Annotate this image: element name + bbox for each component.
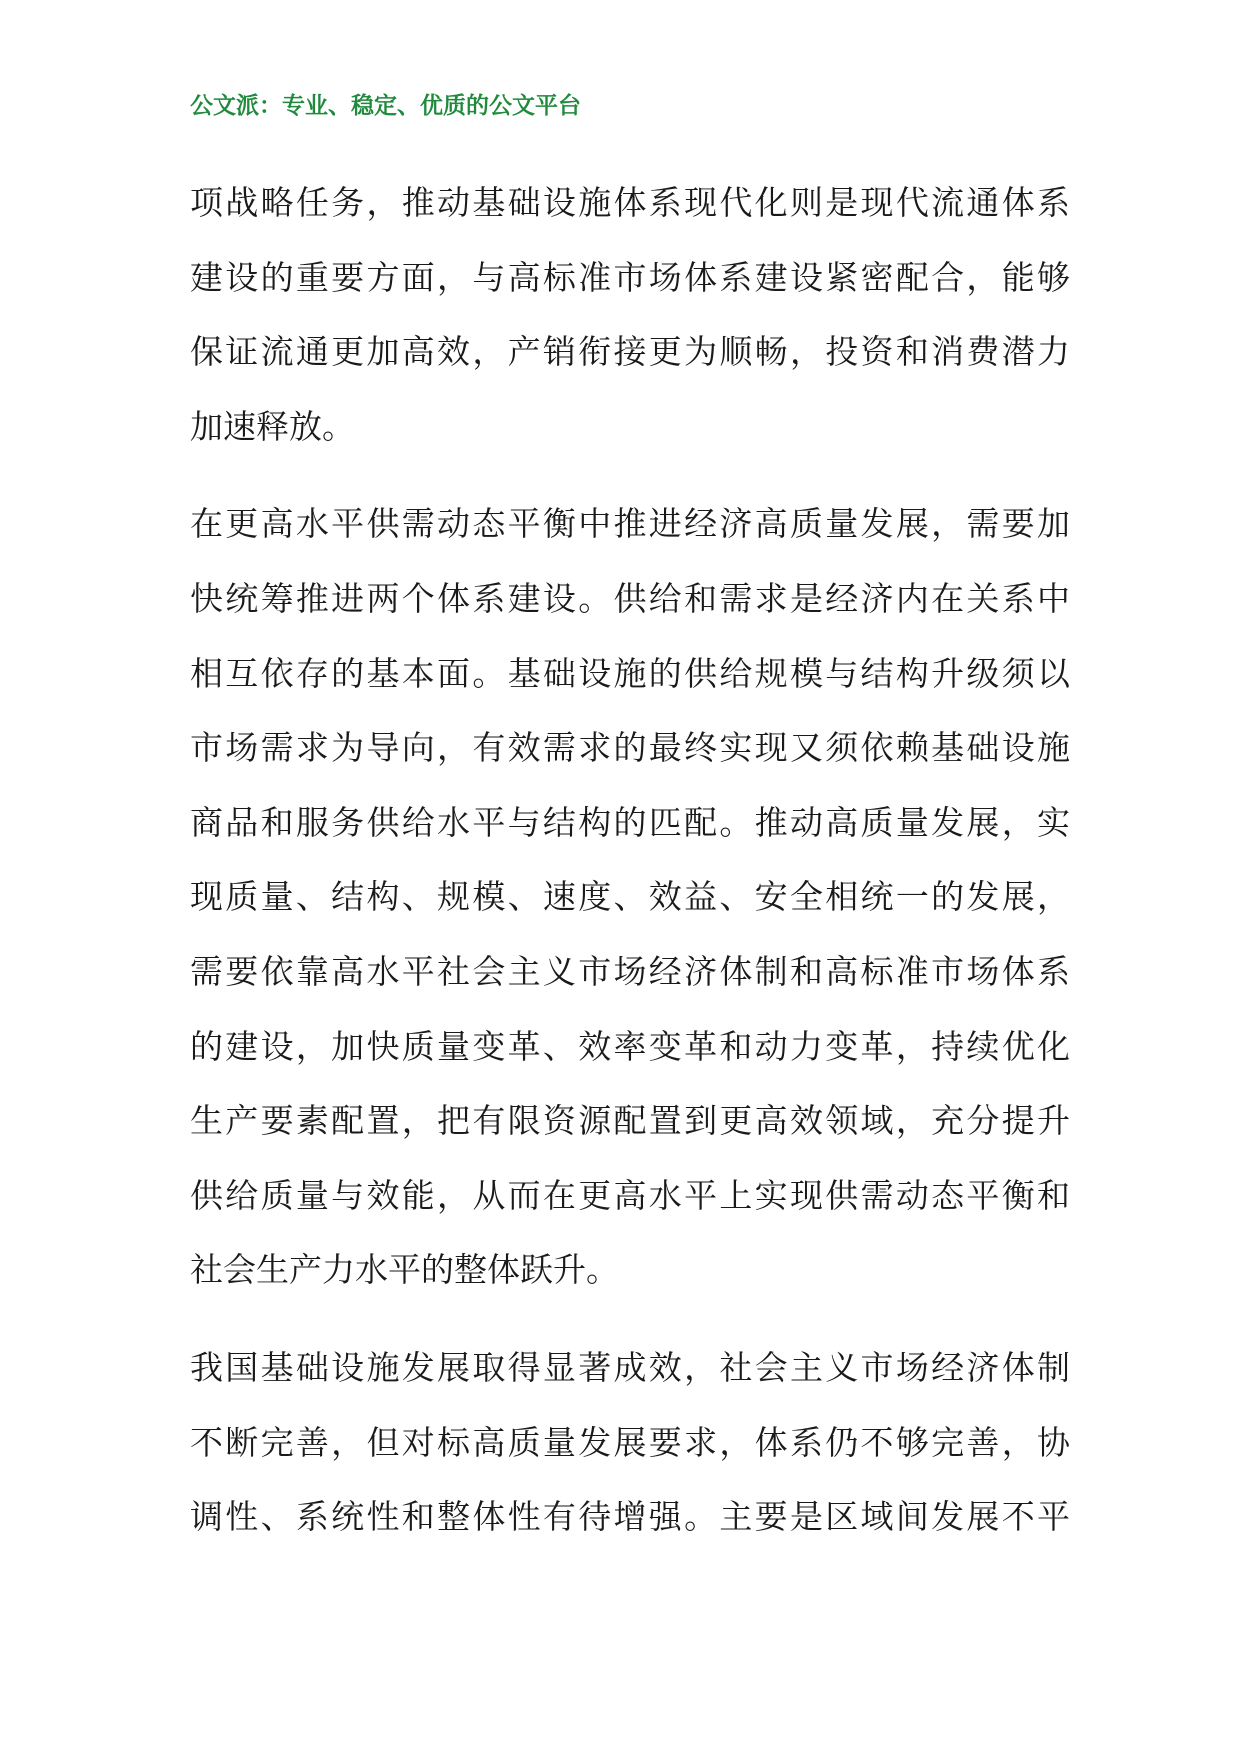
- paragraph-3: [190, 1331, 1070, 1555]
- text-line: 现质量、结构、规模、速度、效益、安全相统一的发展，: [190, 877, 1070, 917]
- text-line: 需要依靠高水平社会主义市场经济体制和高标准市场体系: [190, 951, 1070, 991]
- text-line: 保证流通更加高效，产销衔接更为顺畅，投资和消费潜力: [190, 332, 1070, 372]
- text-line: 供给质量与效能，从而在更高水平上实现供需动态平衡和: [190, 1175, 1070, 1215]
- text-line: 社会生产力水平的整体跃升。: [190, 1250, 619, 1290]
- text-line: 相互依存的基本面。基础设施的供给规模与结构升级须以: [190, 653, 1070, 693]
- text-line: 项战略任务，推动基础设施体系现代化则是现代流通体系: [190, 183, 1070, 222]
- text-line: 生产要素配置，把有限资源配置到更高效领域，充分提升: [190, 1101, 1070, 1141]
- text-line: 的建设，加快质量变革、效率变革和动力变革，持续优化: [190, 1026, 1070, 1066]
- paragraph-2: [190, 487, 1070, 1308]
- text-line: 我国基础设施发展取得显著成效，社会主义市场经济体制: [190, 1347, 1070, 1387]
- document-body: [190, 166, 1070, 1578]
- text-line: 商品和服务供给水平与结构的匹配。推动高质量发展，实: [190, 802, 1070, 842]
- text-line: 调性、系统性和整体性有待增强。主要是区域间发展不平: [190, 1497, 1070, 1537]
- text-line: 加速释放。: [190, 406, 355, 446]
- header-title: 公文派：专业、稳定、优质的公文平台: [190, 93, 581, 119]
- text-line: 不断完善，但对标高质量发展要求，体系仍不够完善，协: [190, 1422, 1070, 1462]
- text-line: 市场需求为导向，有效需求的最终实现又须依赖基础设施: [190, 728, 1070, 768]
- paragraph-1: [190, 166, 1070, 464]
- text-line: 在更高水平供需动态平衡中推进经济高质量发展，需要加: [190, 504, 1070, 544]
- text-line: 建设的重要方面，与高标准市场体系建设紧密配合，能够: [190, 257, 1070, 297]
- text-line: 快统筹推进两个体系建设。供给和需求是经济内在关系中: [190, 578, 1070, 618]
